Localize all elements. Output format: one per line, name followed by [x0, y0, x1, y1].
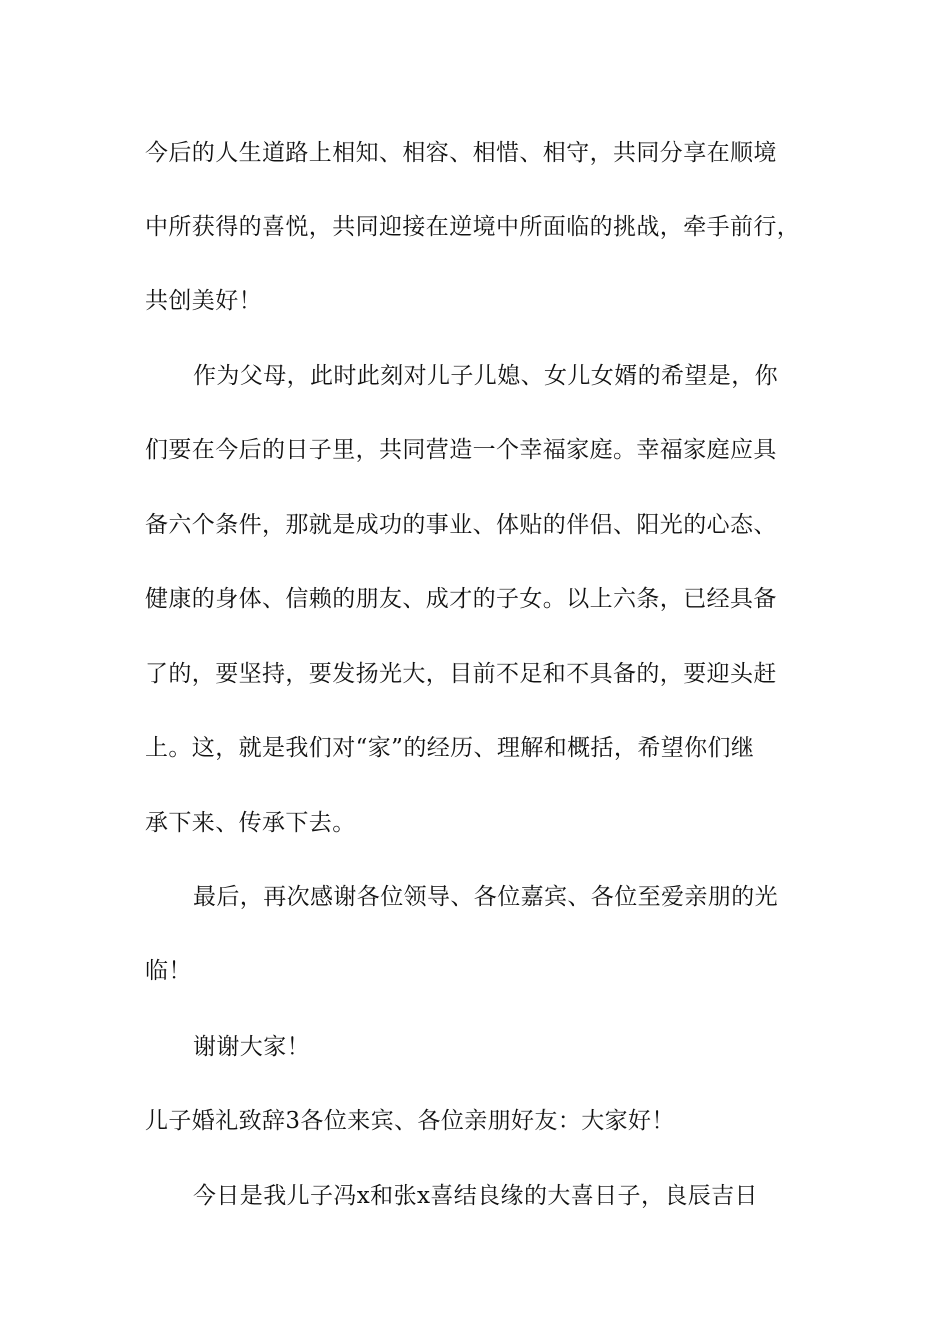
text-line: 健康的身体、信赖的朋友、成才的子女。以上六条，已经具备 — [145, 586, 777, 612]
text-line: 承下来、传承下去。 — [145, 810, 356, 836]
paragraph-start-line: 最后，再次感谢各位领导、各位嘉宾、各位至爱亲朋的光 — [193, 884, 778, 910]
text-line: 临！ — [145, 958, 192, 984]
text-line: 中所获得的喜悦，共同迎接在逆境中所面临的挑战，牵手前行， — [145, 214, 801, 240]
text-line: 了的，要坚持，要发扬光大，目前不足和不具备的，要迎头赶 — [145, 661, 777, 687]
text-line: 上。这，就是我们对“家”的经历、理解和概括，希望你们继 — [145, 735, 755, 761]
text-line: 今后的人生道路上相知、相容、相惜、相守，共同分享在顺境 — [145, 140, 777, 166]
text-line: 共创美好！ — [145, 288, 262, 314]
text-line: 备六个条件，那就是成功的事业、体贴的伴侣、阳光的心态、 — [145, 512, 777, 538]
paragraph-start-line: 作为父母，此时此刻对儿子儿媳、女儿女婿的希望是，你 — [193, 363, 778, 389]
text-line: 们要在今后的日子里，共同营造一个幸福家庭。幸福家庭应具 — [145, 437, 777, 463]
closing-thanks-line: 谢谢大家！ — [193, 1034, 310, 1060]
paragraph-start-line: 今日是我儿子冯x和张x喜结良缘的大喜日子，良辰吉日 — [193, 1183, 758, 1209]
speech-heading-line: 儿子婚礼致辞3各位来宾、各位亲朋好友：大家好！ — [145, 1108, 675, 1134]
